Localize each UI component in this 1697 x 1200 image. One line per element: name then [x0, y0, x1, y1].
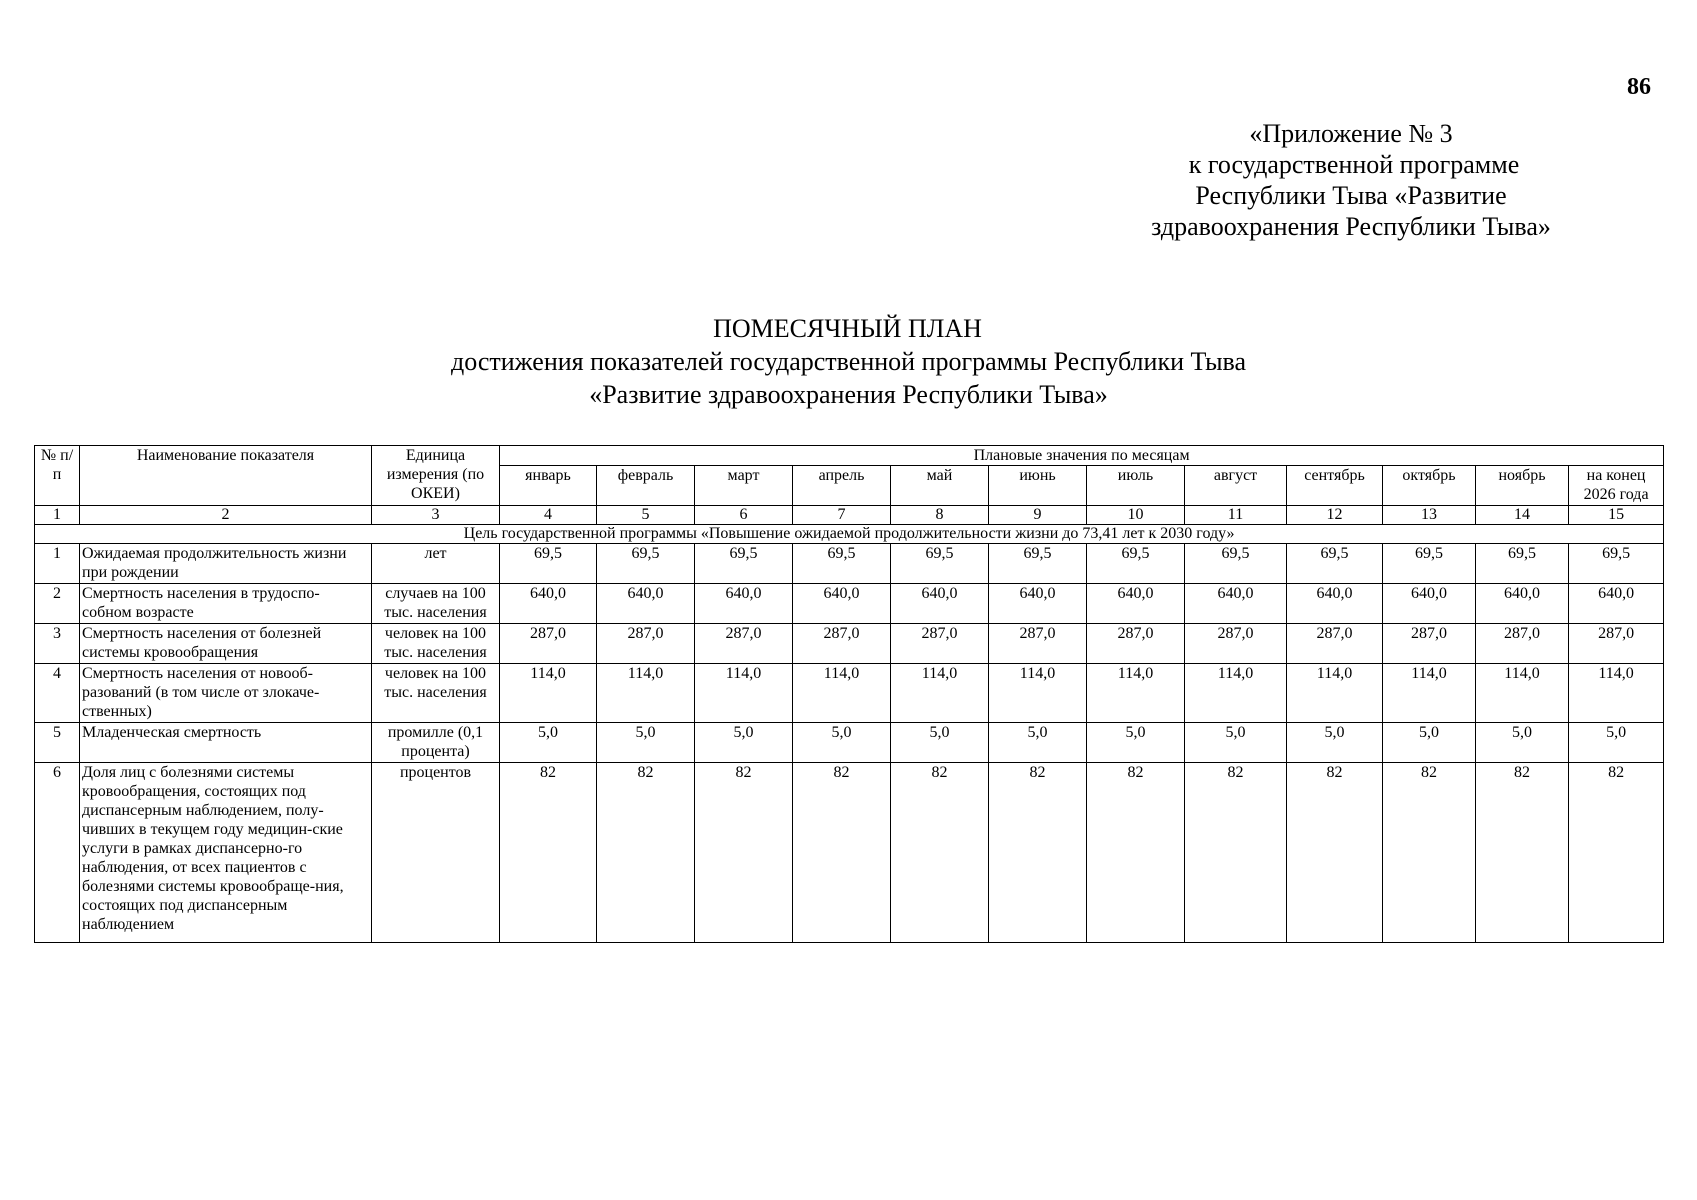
header-name: Наименование показателя	[80, 446, 372, 506]
month-value: 69,5	[891, 544, 989, 584]
unit-of-measure: лет	[372, 544, 500, 584]
month-value: 69,5	[695, 544, 793, 584]
month-value: 287,0	[989, 624, 1087, 664]
month-value: 640,0	[989, 584, 1087, 624]
unit-of-measure: случаев на 100 тыс. населения	[372, 584, 500, 624]
month-value: 69,5	[1476, 544, 1569, 584]
column-number: 9	[989, 506, 1087, 525]
column-number: 11	[1185, 506, 1287, 525]
month-value: 69,5	[597, 544, 695, 584]
month-value: 640,0	[793, 584, 891, 624]
month-value: 287,0	[793, 624, 891, 664]
column-number: 4	[500, 506, 597, 525]
row-number: 4	[35, 664, 80, 723]
column-number: 15	[1569, 506, 1664, 525]
page-number: 86	[1627, 74, 1651, 100]
header-month: январь	[500, 466, 597, 506]
month-value: 640,0	[1569, 584, 1664, 624]
column-number: 12	[1287, 506, 1383, 525]
header-month: июль	[1087, 466, 1185, 506]
month-value: 114,0	[1087, 664, 1185, 723]
header-row	[35, 446, 1664, 466]
month-value: 5,0	[597, 723, 695, 763]
month-value: 5,0	[1087, 723, 1185, 763]
indicator-name: Смертность населения в трудоспо-собном возрасте	[80, 584, 372, 624]
row-number: 5	[35, 723, 80, 763]
header-month: на конец 2026 года	[1569, 466, 1664, 506]
column-number: 5	[597, 506, 695, 525]
row-number: 3	[35, 624, 80, 664]
goal-row	[35, 525, 1664, 544]
month-value: 114,0	[1185, 664, 1287, 723]
column-number-row	[35, 506, 1664, 525]
table-row	[35, 624, 1664, 664]
month-value: 287,0	[1287, 624, 1383, 664]
month-value: 82	[597, 763, 695, 943]
month-value: 5,0	[1569, 723, 1664, 763]
month-value: 69,5	[989, 544, 1087, 584]
month-value: 5,0	[695, 723, 793, 763]
column-number: 14	[1476, 506, 1569, 525]
column-number: 1	[35, 506, 80, 525]
header-monthly: Плановые значения по месяцам	[500, 446, 1664, 466]
header-num: № п/п	[35, 446, 80, 506]
month-value: 5,0	[1287, 723, 1383, 763]
header-month: сентябрь	[1287, 466, 1383, 506]
unit-of-measure: человек на 100 тыс. населения	[372, 664, 500, 723]
month-value: 287,0	[695, 624, 793, 664]
monthly-plan-table	[34, 445, 1664, 943]
month-value: 640,0	[500, 584, 597, 624]
appendix-line: Республики Тыва «Развитие	[1195, 181, 1507, 210]
table-row	[35, 763, 1664, 943]
table-row	[35, 584, 1664, 624]
month-value: 114,0	[891, 664, 989, 723]
month-value: 5,0	[891, 723, 989, 763]
table-row	[35, 723, 1664, 763]
month-value: 5,0	[989, 723, 1087, 763]
header-month: апрель	[793, 466, 891, 506]
indicator-name: Доля лиц с болезнями системы кровообращения, состоящих под диспансерным наблюдением, полу-чивших в текущем году медицин-ские услуги в рамках диспансерно-го наблюдения, от всех пациентов с болезнями системы кровообраще-ния, состоящих под диспансерным наблюдением	[80, 763, 372, 943]
month-value: 287,0	[1476, 624, 1569, 664]
row-number: 6	[35, 763, 80, 943]
month-value: 287,0	[597, 624, 695, 664]
header-month: март	[695, 466, 793, 506]
row-number: 2	[35, 584, 80, 624]
month-value: 69,5	[1383, 544, 1476, 584]
month-value: 82	[989, 763, 1087, 943]
month-value: 69,5	[1569, 544, 1664, 584]
month-value: 82	[1087, 763, 1185, 943]
column-number: 7	[793, 506, 891, 525]
unit-of-measure: человек на 100 тыс. населения	[372, 624, 500, 664]
month-value: 82	[695, 763, 793, 943]
column-number: 10	[1087, 506, 1185, 525]
indicator-name: Младенческая смертность	[80, 723, 372, 763]
month-value: 287,0	[1383, 624, 1476, 664]
month-value: 82	[1185, 763, 1287, 943]
column-number: 8	[891, 506, 989, 525]
unit-of-measure: промилле (0,1 процента)	[372, 723, 500, 763]
month-value: 287,0	[1087, 624, 1185, 664]
indicator-name: Смертность населения от болезней системы кровообращения	[80, 624, 372, 664]
unit-of-measure: процентов	[372, 763, 500, 943]
month-value: 82	[891, 763, 989, 943]
month-value: 5,0	[1185, 723, 1287, 763]
month-value: 640,0	[1476, 584, 1569, 624]
program-goal: Цель государственной программы «Повышение ожидаемой продолжительности жизни до 73,41 лет к 2030 году»	[35, 525, 1664, 544]
month-value: 640,0	[695, 584, 793, 624]
month-value: 114,0	[597, 664, 695, 723]
appendix-line: здравоохранения Республики Тыва»	[1151, 212, 1551, 241]
table-row	[35, 544, 1664, 584]
month-value: 82	[1476, 763, 1569, 943]
column-number: 6	[695, 506, 793, 525]
month-value: 114,0	[1569, 664, 1664, 723]
header-month: ноябрь	[1476, 466, 1569, 506]
month-value: 287,0	[500, 624, 597, 664]
header-unit: Единица измерения (по ОКЕИ)	[372, 446, 500, 506]
month-value: 640,0	[1287, 584, 1383, 624]
month-value: 82	[500, 763, 597, 943]
month-value: 114,0	[500, 664, 597, 723]
month-value: 114,0	[793, 664, 891, 723]
month-value: 114,0	[1383, 664, 1476, 723]
appendix-line: к государственной программе	[1188, 150, 1520, 179]
month-value: 640,0	[1087, 584, 1185, 624]
month-value: 5,0	[1476, 723, 1569, 763]
title-line: достижения показателей государственной программы Республики Тыва	[450, 347, 1247, 376]
header-month: июнь	[989, 466, 1087, 506]
title-line: ПОМЕСЯЧНЫЙ ПЛАН	[713, 314, 982, 343]
column-number: 2	[80, 506, 372, 525]
month-value: 5,0	[1383, 723, 1476, 763]
indicator-name: Ожидаемая продолжительность жизни при рождении	[80, 544, 372, 584]
month-value: 69,5	[1087, 544, 1185, 584]
header-month: февраль	[597, 466, 695, 506]
month-value: 114,0	[695, 664, 793, 723]
month-value: 82	[1569, 763, 1664, 943]
column-number: 3	[372, 506, 500, 525]
month-value: 82	[1287, 763, 1383, 943]
month-value: 640,0	[1383, 584, 1476, 624]
indicator-name: Смертность населения от новооб-разований (в том числе от злокаче-ственных)	[80, 664, 372, 723]
month-value: 114,0	[989, 664, 1087, 723]
month-value: 69,5	[793, 544, 891, 584]
month-value: 82	[793, 763, 891, 943]
appendix-line: «Приложение № 3	[1249, 119, 1453, 148]
document-title	[0, 312, 1697, 411]
header-month: май	[891, 466, 989, 506]
month-value: 640,0	[891, 584, 989, 624]
month-value: 69,5	[1287, 544, 1383, 584]
month-value: 640,0	[597, 584, 695, 624]
row-number: 1	[35, 544, 80, 584]
month-value: 114,0	[1287, 664, 1383, 723]
month-value: 287,0	[1569, 624, 1664, 664]
column-number: 13	[1383, 506, 1476, 525]
month-value: 82	[1383, 763, 1476, 943]
month-value: 287,0	[891, 624, 989, 664]
header-month: октябрь	[1383, 466, 1476, 506]
table-row	[35, 664, 1664, 723]
title-line: «Развитие здравоохранения Республики Тыва»	[589, 380, 1108, 409]
month-value: 69,5	[1185, 544, 1287, 584]
month-value: 5,0	[793, 723, 891, 763]
month-value: 287,0	[1185, 624, 1287, 664]
header-month: август	[1185, 466, 1287, 506]
appendix-header	[1051, 118, 1651, 242]
month-value: 5,0	[500, 723, 597, 763]
month-value: 640,0	[1185, 584, 1287, 624]
month-value: 69,5	[500, 544, 597, 584]
month-value: 114,0	[1476, 664, 1569, 723]
